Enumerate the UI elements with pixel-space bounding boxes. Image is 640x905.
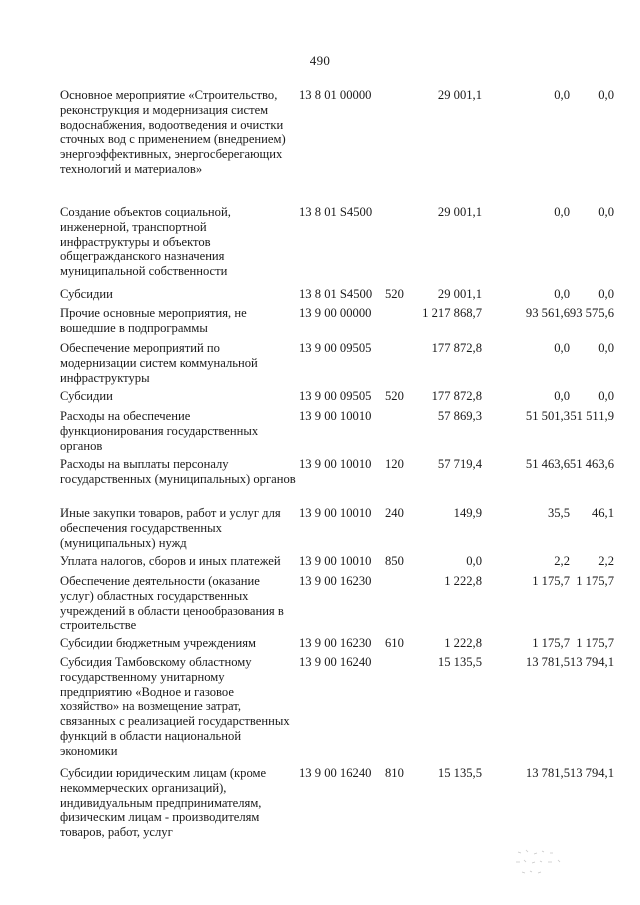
row-name: Расходы на обеспечение функционирования государственных органов: [60, 409, 259, 453]
row-value-year-2: 1 175,7: [532, 636, 570, 650]
row-value-year-2: 51 501,3: [525, 409, 570, 423]
row-value-year-1: 29 001,1: [437, 287, 482, 301]
row-value-year-2: 1 175,7: [532, 574, 570, 588]
table-row: [0, 409, 640, 457]
row-target-article: 13 9 00 09505: [299, 389, 372, 403]
table-row: [0, 655, 640, 766]
row-name: Субсидии юридическим лицам (кроме некоммерческих организаций), индивидуальным предпринимателям, физическим лицам - производителям товаров, работ, услуг: [60, 766, 267, 840]
row-value-year-3: 1 175,7: [576, 574, 614, 588]
row-name: Прочие основные мероприятия, не вошедшие в подпрограммы: [60, 306, 247, 335]
table-row: [0, 457, 640, 506]
table-row: [0, 389, 640, 409]
table-row: [0, 554, 640, 574]
row-value-year-3: 1 175,7: [576, 636, 614, 650]
row-name: Субсидии бюджетным учреждениям: [60, 636, 256, 650]
page-number: 490: [309, 53, 331, 68]
table-row: [0, 88, 640, 205]
row-value-year-3: 0,0: [598, 389, 614, 403]
row-target-article: 13 8 01 S4500: [299, 287, 373, 301]
row-value-year-3: 51 463,6: [569, 457, 614, 471]
row-value-year-1: 177 872,8: [431, 389, 482, 403]
row-value-year-1: 1 222,8: [444, 574, 482, 588]
row-value-year-3: 46,1: [591, 506, 614, 520]
row-expense-type: 850: [385, 554, 404, 568]
table-row: [0, 636, 640, 655]
row-target-article: 13 9 00 10010: [299, 554, 372, 568]
row-target-article: 13 9 00 10010: [299, 409, 372, 423]
table-row: [0, 574, 640, 636]
row-value-year-2: 35,5: [547, 506, 570, 520]
row-value-year-3: 13 794,1: [569, 655, 614, 669]
row-value-year-3: 0,0: [598, 287, 614, 301]
table-row: [0, 306, 640, 341]
row-value-year-2: 2,2: [554, 554, 570, 568]
row-value-year-1: 29 001,1: [437, 205, 482, 219]
row-value-year-1: 29 001,1: [437, 88, 482, 102]
row-value-year-2: 0,0: [554, 389, 570, 403]
row-value-year-2: 0,0: [554, 341, 570, 355]
row-value-year-3: 13 794,1: [569, 766, 614, 780]
row-value-year-2: 13 781,5: [525, 766, 570, 780]
row-value-year-2: 0,0: [554, 287, 570, 301]
row-target-article: 13 9 00 10010: [299, 457, 372, 471]
row-target-article: 13 9 00 16240: [299, 766, 372, 780]
table-row: [0, 287, 640, 306]
row-value-year-1: 15 135,5: [437, 655, 482, 669]
row-name: Обеспечение мероприятий по модернизации систем коммунальной инфраструктуры: [60, 341, 258, 385]
row-value-year-2: 93 561,6: [525, 306, 570, 320]
row-expense-type: 520: [385, 389, 404, 403]
row-target-article: 13 8 01 00000: [299, 88, 372, 102]
row-value-year-3: 51 511,9: [570, 409, 614, 423]
row-name: Создание объектов социальной, инженерной, транспортной инфраструктуры и объектов общегражданского назначения муниципальной собственности: [60, 205, 231, 279]
row-target-article: 13 9 00 16240: [299, 655, 372, 669]
row-value-year-1: 1 222,8: [444, 636, 482, 650]
row-name: Субсидия Тамбовскому областному государственному унитарному предприятию «Водное и газовое хозяйство» на возмещение затрат, связанных с реализацией государственных функций в области национальной экономики: [60, 655, 290, 758]
row-target-article: 13 8 01 S4500: [299, 205, 373, 219]
row-value-year-1: 15 135,5: [437, 766, 482, 780]
row-value-year-1: 57 869,3: [437, 409, 482, 423]
row-name: Иные закупки товаров, работ и услуг для обеспечения государственных (муниципальных) нужд: [60, 506, 281, 550]
budget-table: [0, 88, 640, 846]
row-value-year-3: 0,0: [598, 205, 614, 219]
row-expense-type: 120: [385, 457, 404, 471]
row-target-article: 13 9 00 16230: [299, 574, 372, 588]
row-name: Основное мероприятие «Строительство, реконструкция и модернизация систем водоснабжения, водоотведения и очистки сточных вод с применением (внедрением) энергоэффективных, энергосберегающих технологий и материалов»: [60, 88, 286, 176]
row-name: Субсидии: [60, 389, 113, 403]
row-value-year-3: 2,2: [598, 554, 614, 568]
row-target-article: 13 9 00 16230: [299, 636, 372, 650]
row-name: Уплата налогов, сборов и иных платежей: [60, 554, 281, 568]
row-value-year-2: 0,0: [554, 205, 570, 219]
row-value-year-3: 0,0: [598, 341, 614, 355]
row-value-year-2: 13 781,5: [525, 655, 570, 669]
row-value-year-1: 1 217 868,7: [422, 306, 482, 320]
row-value-year-1: 177 872,8: [431, 341, 482, 355]
scan-mark: [512, 842, 572, 882]
row-target-article: 13 9 00 00000: [299, 306, 372, 320]
row-target-article: 13 9 00 09505: [299, 341, 372, 355]
row-value-year-3: 0,0: [598, 88, 614, 102]
row-expense-type: 810: [385, 766, 404, 780]
table-row: [0, 205, 640, 287]
row-value-year-2: 51 463,6: [525, 457, 570, 471]
row-expense-type: 610: [385, 636, 404, 650]
row-value-year-1: 0,0: [466, 554, 482, 568]
row-target-article: 13 9 00 10010: [299, 506, 372, 520]
row-value-year-1: 149,9: [453, 506, 482, 520]
table-row: [0, 506, 640, 554]
row-name: Обеспечение деятельности (оказание услуг) областных государственных учреждений в области ценообразования в строительстве: [60, 574, 284, 633]
table-row: [0, 766, 640, 846]
row-value-year-2: 0,0: [554, 88, 570, 102]
row-value-year-3: 93 575,6: [569, 306, 614, 320]
row-name: Субсидии: [60, 287, 113, 301]
row-expense-type: 240: [385, 506, 404, 520]
row-name: Расходы на выплаты персоналу государственных (муниципальных) органов: [60, 457, 296, 486]
row-value-year-1: 57 719,4: [437, 457, 482, 471]
table-row: [0, 341, 640, 389]
row-expense-type: 520: [385, 287, 404, 301]
